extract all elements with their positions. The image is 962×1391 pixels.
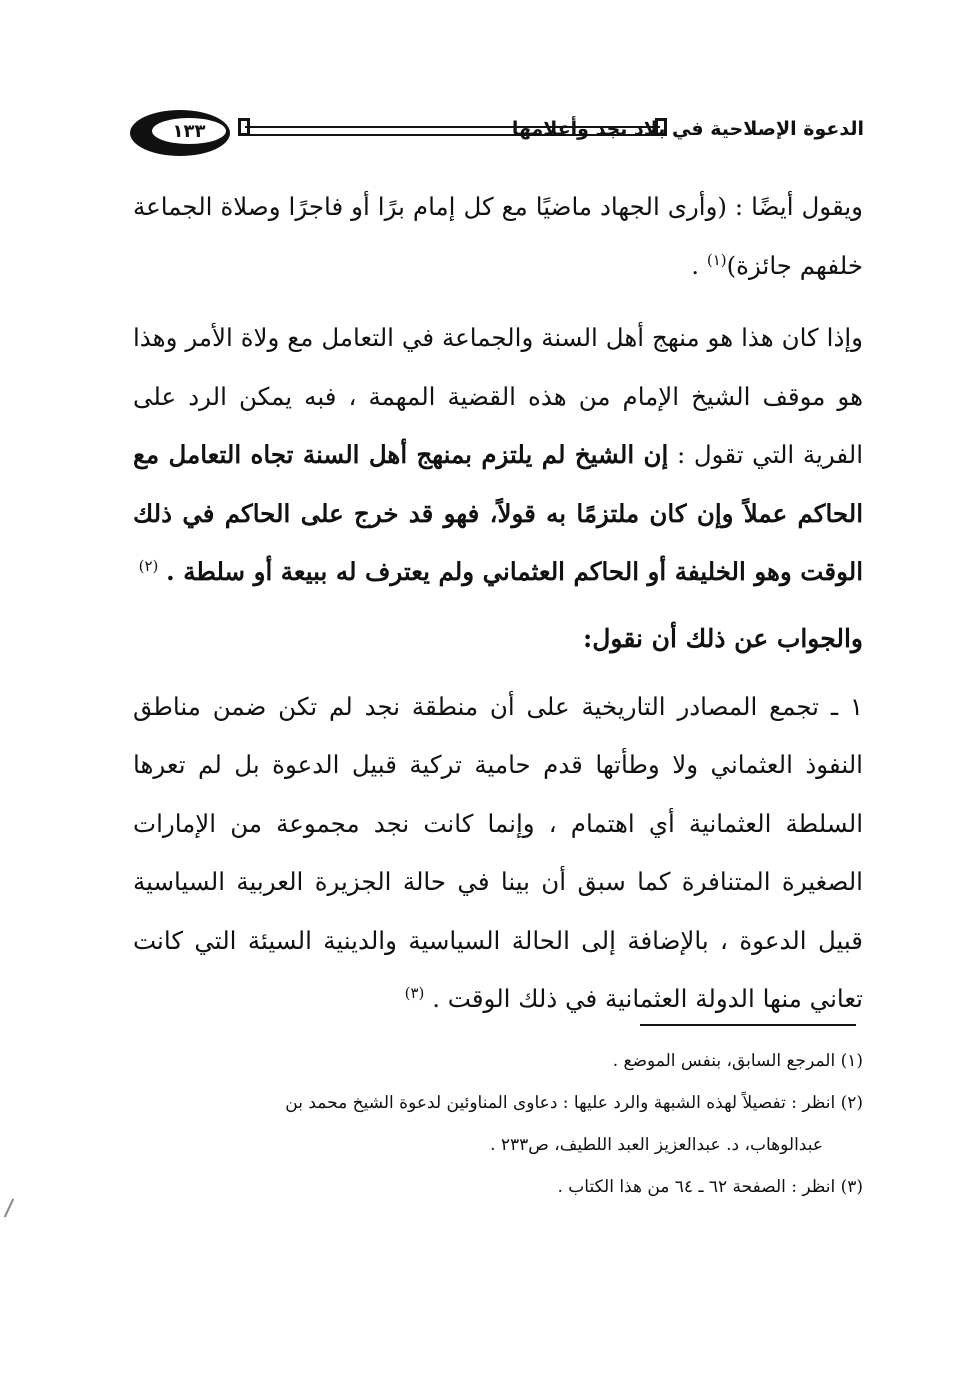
paragraph-3	[133, 678, 863, 1029]
paragraph-2	[133, 309, 863, 602]
footnote-ref-1: (١)	[706, 250, 727, 269]
footnote-ref-2: (٢)	[138, 556, 159, 575]
footnote-1: (١) المرجع السابق، بنفس الموضع .	[612, 1051, 863, 1071]
header-double-rule	[245, 126, 660, 136]
footnote-2: (٢) انظر : تفصيلاً لهذه الشبهة والرد عليها : دعاوى المناوئين لدعوة الشيخ محمد بن	[285, 1093, 863, 1113]
footnote-3: (٣) انظر : الصفحة ٦٢ ـ ٦٤ من هذا الكتاب .	[557, 1177, 863, 1197]
scan-mark	[4, 1199, 14, 1218]
section-heading: والجواب عن ذلك أن نقول:	[583, 623, 863, 653]
paragraph-3-text: ١ ـ تجمع المصادر التاريخية على أن منطقة نجد لم تكن ضمن مناطق النفوذ العثماني ولا وطأتها قدم حامية تركية قبيل الدعوة بل لم تعرها السلطة العثمانية أي اهتمام ، وإنما كانت نجد مجموعة من الإمارات الصغيرة المتنافرة كما سبق أن بينا في حالة الجزيرة العربية السياسية قبيل الدعوة ، بالإضافة إلى الحالة السياسية والدينية السيئة التي كانت تعاني منها الدولة العثمانية في ذلك الوقت .	[133, 691, 863, 1013]
paragraph-1-end: .	[691, 250, 707, 280]
footnote-ref-3: (٣)	[404, 983, 425, 1002]
running-header	[120, 100, 864, 160]
footnote-2-continued: عبدالوهاب، د. عبدالعزيز العبد اللطيف، ص٢٣٣ .	[490, 1135, 823, 1155]
paragraph-2-text: وإذا كان هذا هو منهج أهل السنة والجماعة في التعامل مع ولاة الأمر وهذا هو موقف الشيخ الإمام من هذه القضية المهمة ، فبه يمكن الرد على الفرية التي تقول :	[133, 323, 863, 469]
paragraph-2-bold-text: إن الشيخ لم يلتزم بمنهج أهل السنة تجاه التعامل مع الحاكم عملاً وإن كان ملتزمًا به قولاً، فهو قد خرج على الحاكم في ذلك الوقت وهو الخليفة أو الحاكم العثماني ولم يعترف له ببيعة أو سلطة .	[133, 440, 863, 586]
paragraph-1	[133, 178, 863, 295]
main-text	[133, 178, 863, 1029]
page-number: ١٣٣	[150, 116, 228, 146]
header-ornament-left	[238, 118, 250, 136]
running-header-title: الدعوة الإصلاحية في بلاد نجد وأعلامها	[511, 118, 864, 140]
footnote-separator	[640, 1024, 856, 1026]
paragraph-1-text: ويقول أيضًا : (وأرى الجهاد ماضيًا مع كل إمام برًا أو فاجرًا وصلاة الجماعة خلفهم جائزة)	[133, 192, 863, 280]
footnotes	[133, 1040, 863, 1208]
